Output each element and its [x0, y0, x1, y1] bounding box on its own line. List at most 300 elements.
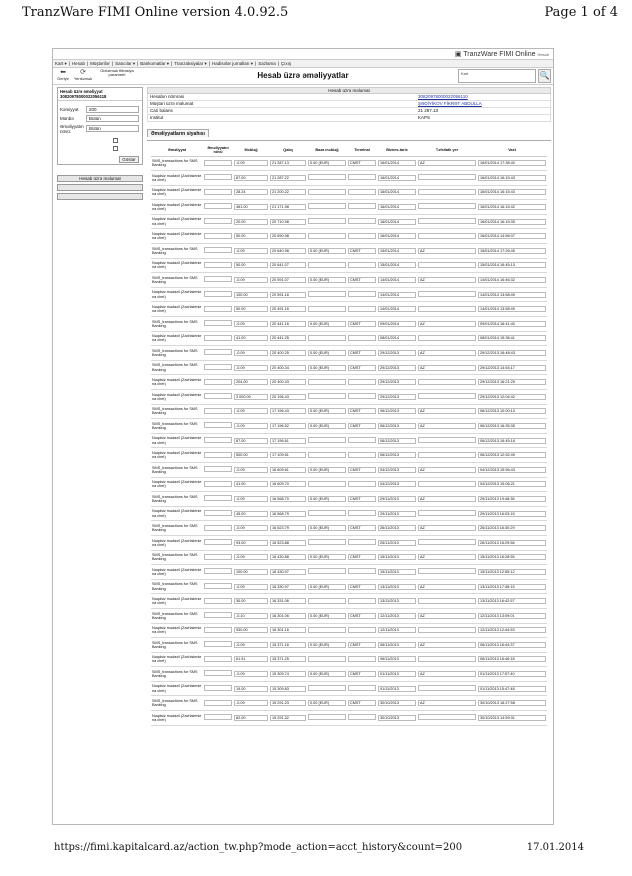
table-row — [151, 200, 547, 215]
table-cell — [377, 535, 417, 550]
cell-value: 30/10/2013 — [378, 700, 416, 706]
table-cell: Nəqdsiz mədaxil (Zachislenie na chet) — [151, 287, 203, 302]
table-cell — [307, 375, 347, 390]
table-cell — [417, 550, 477, 565]
cell-value — [308, 379, 346, 385]
table-cell — [477, 711, 547, 726]
cell-value: CMST — [348, 554, 376, 560]
table-cell — [307, 462, 347, 477]
cell-value: 16/01/2014 14:56:07 — [478, 233, 546, 239]
menu-item[interactable]: Sazlama — [258, 61, 276, 66]
table-cell — [477, 229, 547, 244]
menu-item[interactable]: Hadisələr jurnalları ▾ — [211, 61, 254, 66]
cell-value — [204, 714, 232, 720]
cell-value: 15 291.32 — [270, 715, 306, 721]
cell-value: AZ — [418, 496, 476, 502]
table-row — [151, 462, 547, 477]
table-cell — [347, 419, 377, 434]
filter-title-text: Hesab üzrə əməliyyat — [60, 89, 103, 94]
table-cell — [347, 171, 377, 186]
cell-value: 16 430.97 — [270, 569, 306, 575]
table-cell — [477, 156, 547, 171]
table-cell — [377, 579, 417, 594]
column-header[interactable]: Əməliyyat — [151, 145, 203, 156]
table-cell: Nəqdsiz mədaxil (Zachislenie na chet) — [151, 711, 203, 726]
table-cell — [347, 185, 377, 200]
cell-value — [418, 568, 476, 574]
table-cell — [203, 185, 233, 200]
print-page-number: Page 1 of 4 — [544, 5, 618, 20]
menu-item[interactable]: Çıxış — [280, 61, 292, 66]
info-value[interactable]: 30820978000022056110 — [418, 94, 468, 99]
column-header[interactable]: Vaxt — [477, 145, 547, 156]
cell-value — [308, 598, 346, 604]
table-cell — [269, 667, 307, 682]
table-cell — [377, 360, 417, 375]
cell-value — [204, 568, 232, 574]
cell-value: 14/01/2014 — [378, 277, 416, 283]
table-cell — [307, 579, 347, 594]
cell-value: AZ — [418, 467, 476, 473]
table-cell — [417, 360, 477, 375]
table-cell — [233, 214, 269, 229]
table-cell — [203, 200, 233, 215]
table-cell — [203, 331, 233, 346]
cell-value — [204, 276, 232, 282]
table-row — [151, 565, 547, 580]
column-header[interactable]: Əməliyyatın növü — [203, 145, 233, 156]
table-cell — [347, 462, 377, 477]
cell-value — [418, 656, 476, 662]
table-cell — [233, 404, 269, 419]
table-cell — [377, 346, 417, 361]
cell-value: 21 287.22 — [270, 175, 306, 181]
table-row — [151, 550, 547, 565]
cell-value: CMST — [348, 496, 376, 502]
table-cell — [307, 302, 347, 317]
cell-value: -0.09 — [234, 365, 268, 371]
cell-value — [204, 174, 232, 180]
table-cell — [269, 550, 307, 565]
cell-value — [418, 335, 476, 341]
search-button[interactable] — [538, 69, 551, 83]
table-cell — [233, 258, 269, 273]
count-input[interactable]: 200 — [86, 106, 139, 113]
table-cell: SMS_transactions for SMS Banking — [151, 608, 203, 623]
table-cell: SMS_transactions for SMS Banking — [151, 419, 203, 434]
table-cell — [347, 667, 377, 682]
table-cell — [203, 681, 233, 696]
cell-value — [348, 481, 376, 487]
cell-value: AZ — [418, 554, 476, 560]
account-info — [147, 94, 551, 122]
tab-operations-list[interactable]: Əməliyyatların siyahısı — [147, 129, 209, 137]
table-cell — [233, 711, 269, 726]
toggle-filter-button[interactable] — [96, 69, 138, 77]
table-row — [151, 681, 547, 696]
table-cell — [347, 638, 377, 653]
toolbar — [53, 68, 553, 85]
table-cell — [307, 171, 347, 186]
cell-value — [204, 306, 232, 312]
cell-value — [204, 247, 232, 253]
cell-value: 29/11/2013 16:03:15 — [478, 511, 546, 517]
cell-value — [418, 539, 476, 545]
show-button[interactable]: Göstər — [119, 156, 139, 163]
menu-separator: | — [137, 61, 139, 66]
back-button[interactable] — [56, 69, 70, 81]
table-cell — [307, 287, 347, 302]
table-row — [151, 302, 547, 317]
table-body — [151, 156, 547, 725]
table-cell — [477, 302, 547, 317]
table-cell — [417, 171, 477, 186]
table-cell: Nəqdsiz mədaxil (Zachislenie na chet) — [151, 681, 203, 696]
cell-value: 20 400.43 — [270, 379, 306, 385]
cell-value: CMST — [348, 248, 376, 254]
brand-bar — [53, 49, 553, 60]
table-cell: Nəqdsiz mədaxil (Zachislenie na chet) — [151, 652, 203, 667]
table-cell — [269, 346, 307, 361]
cell-value: 15/11/2013 — [378, 569, 416, 575]
menu-item[interactable]: Satıcılar ▾ — [115, 61, 136, 66]
table-row — [151, 652, 547, 667]
table-cell: Nəqdsiz mədaxil (Zachislenie na chet) — [151, 171, 203, 186]
column-header[interactable]: Biznes-tarix — [377, 145, 417, 156]
table-cell: SMS_transactions for SMS Banking — [151, 273, 203, 288]
cell-value: AZ — [418, 584, 476, 590]
cell-value: 01/11/2013 — [378, 686, 416, 692]
search-input[interactable]: Kart — [458, 69, 536, 83]
table-row — [151, 419, 547, 434]
table-cell — [417, 229, 477, 244]
cell-value: 41.00 — [234, 335, 268, 341]
cell-value: 26/11/2013 16:29:56 — [478, 540, 546, 546]
table-cell — [233, 492, 269, 507]
column-header[interactable]: Məbləğ — [233, 145, 269, 156]
table-cell — [377, 492, 417, 507]
table-cell — [233, 535, 269, 550]
table-cell — [233, 579, 269, 594]
refresh-button[interactable] — [72, 69, 94, 81]
table-cell — [417, 331, 477, 346]
account-info-button[interactable]: Hesab üzrə məlumat — [57, 175, 143, 182]
table-cell — [347, 360, 377, 375]
cell-value — [204, 364, 232, 370]
table-cell — [269, 302, 307, 317]
cell-value: 87.00 — [234, 175, 268, 181]
table-cell — [203, 390, 233, 405]
cell-value — [348, 335, 376, 341]
cell-value: 17 196.61 — [270, 438, 306, 444]
table-row — [151, 608, 547, 623]
option-checkbox-2[interactable] — [113, 146, 118, 151]
cell-value — [308, 262, 346, 268]
cell-value: 20 641.07 — [270, 262, 306, 268]
cell-value: AZ — [418, 248, 476, 254]
table-cell — [417, 273, 477, 288]
table-cell — [477, 506, 547, 521]
cell-value: 61.51 — [234, 656, 268, 662]
cell-value: 0.00 (EUR) — [308, 408, 346, 414]
cell-value: 14/01/2014 13:58:49 — [478, 292, 546, 298]
table-cell — [477, 433, 547, 448]
table-cell: SMS_transactions for SMS Banking — [151, 696, 203, 711]
cell-value: 0.00 (EUR) — [308, 248, 346, 254]
table-cell — [417, 477, 477, 492]
table-cell — [233, 375, 269, 390]
table-cell — [269, 681, 307, 696]
table-cell — [417, 390, 477, 405]
table-cell — [377, 171, 417, 186]
cell-value: 29/12/2013 — [378, 394, 416, 400]
menu-separator: | — [255, 61, 257, 66]
cell-value: -0.09 — [234, 525, 268, 531]
table-cell: Nəqdsiz mədaxil (Zachislenie na chet) — [151, 185, 203, 200]
table-row — [151, 346, 547, 361]
table-cell — [377, 375, 417, 390]
table-row — [151, 579, 547, 594]
cell-value: 0.00 (EUR) — [308, 613, 346, 619]
table-cell — [417, 667, 477, 682]
table-cell — [347, 273, 377, 288]
table-cell — [417, 433, 477, 448]
type-label: Əməliyyatın növü: — [60, 124, 84, 134]
cell-value: 16/01/2014 — [378, 204, 416, 210]
cell-value — [204, 422, 232, 428]
info-value[interactable]: ŞƏDİYİKOV FİKRƏT ABDULLA — [418, 101, 482, 106]
table-row — [151, 229, 547, 244]
cell-value: AZ — [418, 525, 476, 531]
table-cell — [377, 302, 417, 317]
table-cell — [233, 681, 269, 696]
table-cell — [233, 229, 269, 244]
cell-value: 04/12/2013 — [378, 481, 416, 487]
column-header[interactable]: Baza məbləğ — [307, 145, 347, 156]
cell-value: 17 196.52 — [270, 423, 306, 429]
table-cell — [307, 681, 347, 696]
table-cell — [477, 521, 547, 536]
table-cell — [477, 696, 547, 711]
cell-value — [204, 291, 232, 297]
table-cell — [307, 244, 347, 259]
cell-value: 21 171.98 — [270, 204, 306, 210]
cell-value — [204, 408, 232, 414]
menu-item[interactable]: Müştərilər — [90, 61, 110, 66]
table-row — [151, 156, 547, 171]
column-header[interactable]: Terminal — [347, 145, 377, 156]
cell-value: 16/01/2014 — [378, 175, 416, 181]
menu-item[interactable]: Tranzaksiyalar ▾ — [174, 61, 207, 66]
cell-value — [308, 203, 346, 209]
cell-value: 20 441.25 — [270, 335, 306, 341]
table-row — [151, 711, 547, 726]
cell-value: AZ — [418, 642, 476, 648]
cell-value: 09/01/2014 — [378, 321, 416, 327]
cell-value — [204, 656, 232, 662]
cell-value — [308, 539, 346, 545]
cell-value — [308, 452, 346, 458]
table-cell — [307, 214, 347, 229]
cell-value: 29/12/2013 — [378, 379, 416, 385]
menu-item[interactable]: Kart ▾ — [55, 61, 67, 66]
table-cell — [233, 244, 269, 259]
cell-value: AZ — [418, 700, 476, 706]
cell-value — [348, 627, 376, 633]
cell-value — [308, 568, 346, 574]
cell-value — [418, 379, 476, 385]
table-cell — [269, 419, 307, 434]
table-cell — [347, 346, 377, 361]
table-cell — [307, 273, 347, 288]
cell-value — [204, 218, 232, 224]
cell-value: 0.00 (EUR) — [308, 584, 346, 590]
table-cell — [477, 404, 547, 419]
cell-value: 15 309.83 — [270, 686, 306, 692]
table-cell — [269, 229, 307, 244]
table-cell — [233, 652, 269, 667]
table-cell — [417, 711, 477, 726]
cell-value: 04/12/2013 15:06:21 — [478, 481, 546, 487]
cell-value: -0.09 — [234, 584, 268, 590]
table-cell — [307, 404, 347, 419]
cell-value: 16 609.70 — [270, 481, 306, 487]
table-cell — [269, 521, 307, 536]
table-cell — [477, 594, 547, 609]
table-cell — [269, 375, 307, 390]
table-row — [151, 404, 547, 419]
table-cell — [347, 550, 377, 565]
table-cell — [233, 171, 269, 186]
table-cell — [377, 711, 417, 726]
cell-value — [308, 656, 346, 662]
table-cell — [377, 229, 417, 244]
cell-value: 204.00 — [234, 379, 268, 385]
table-cell — [377, 477, 417, 492]
cell-value: 06/11/2013 16:44:37 — [478, 642, 546, 648]
table-row — [151, 214, 547, 229]
cell-value: 29/12/2013 16:21:25 — [478, 379, 546, 385]
menu-item[interactable]: Hesab — [71, 61, 85, 66]
cell-value: 82.00 — [234, 715, 268, 721]
table-cell — [269, 448, 307, 463]
table-cell — [269, 258, 307, 273]
cell-value: 30/10/2013 14:59:31 — [478, 715, 546, 721]
menu-item[interactable]: Bankomatlar ▾ — [140, 61, 170, 66]
cell-value: 15/01/2014 — [378, 248, 416, 254]
table-cell — [269, 273, 307, 288]
cell-value — [308, 510, 346, 516]
table-cell: Nəqdsiz mədaxil (Zachislenie na chet) — [151, 258, 203, 273]
table-cell — [477, 200, 547, 215]
cell-value: 0.00 (EUR) — [308, 700, 346, 706]
cell-value: CMST — [348, 160, 376, 166]
table-cell: Nəqdsiz mədaxil (Zachislenie na chet) — [151, 535, 203, 550]
table-cell — [233, 477, 269, 492]
panel-button-3[interactable] — [57, 193, 143, 200]
cell-value: 15/11/2013 16:28:55 — [478, 554, 546, 560]
table-cell — [477, 244, 547, 259]
cell-value — [308, 627, 346, 633]
table-cell — [417, 156, 477, 171]
cell-value: 06/11/2013 16:46:18 — [478, 656, 546, 662]
cell-value — [418, 233, 476, 239]
table-cell — [233, 696, 269, 711]
table-cell — [377, 638, 417, 653]
table-cell — [347, 711, 377, 726]
table-cell — [417, 696, 477, 711]
cell-value: 15/11/2013 — [378, 554, 416, 560]
table-cell — [417, 638, 477, 653]
cell-value: -0.09 — [234, 350, 268, 356]
print-url: https://fimi.kapitalcard.az/action_tw.php?mode_action=acct_history&count=200 — [54, 842, 463, 853]
table-row — [151, 317, 547, 332]
table-cell — [203, 244, 233, 259]
cell-value: 29/12/2013 14:54:17 — [478, 365, 546, 371]
cell-value: -0.09 — [234, 700, 268, 706]
cell-value — [418, 685, 476, 691]
column-header[interactable]: Təfsilatlı yer — [417, 145, 477, 156]
table-cell — [417, 448, 477, 463]
info-key: Institut — [150, 115, 164, 120]
table-cell — [347, 506, 377, 521]
table-cell — [269, 462, 307, 477]
cell-value: -0.09 — [234, 671, 268, 677]
type-select[interactable]: Bütün — [86, 125, 139, 132]
cell-value — [348, 598, 376, 604]
table-cell — [377, 550, 417, 565]
cell-value: 08/01/2014 — [378, 335, 416, 341]
table-cell — [203, 214, 233, 229]
table-cell — [269, 579, 307, 594]
cell-value: 20 710.98 — [270, 219, 306, 225]
cell-value: CMST — [348, 525, 376, 531]
table-cell — [307, 696, 347, 711]
table-cell — [417, 535, 477, 550]
cell-value — [348, 262, 376, 268]
option-checkbox-1[interactable] — [113, 138, 118, 143]
cell-value — [418, 437, 476, 443]
cell-value: 12/11/2013 13:09:01 — [478, 613, 546, 619]
table-cell: SMS_transactions for SMS Banking — [151, 667, 203, 682]
table-cell — [203, 696, 233, 711]
table-row — [151, 433, 547, 448]
cell-value — [418, 598, 476, 604]
toggle-filter-label: Gizlətmək filtrasiya parametri — [100, 68, 134, 77]
table-cell — [203, 608, 233, 623]
cell-value — [308, 218, 346, 224]
table-cell — [347, 229, 377, 244]
source-select[interactable]: Bütün — [86, 115, 139, 122]
account-info-row — [147, 108, 551, 115]
table-cell — [269, 171, 307, 186]
table-cell — [203, 360, 233, 375]
table-cell — [477, 638, 547, 653]
table-cell — [233, 287, 269, 302]
cell-value: 15/01/2014 — [378, 262, 416, 268]
table-cell — [377, 433, 417, 448]
table-cell — [377, 565, 417, 580]
cell-value: 19.00 — [234, 686, 268, 692]
table-cell — [233, 419, 269, 434]
table-cell — [269, 477, 307, 492]
cell-value: 0.00 (EUR) — [308, 277, 346, 283]
panel-button-2[interactable] — [57, 184, 143, 191]
page-title: Hesab üzrə əməliyyatlar — [257, 71, 349, 80]
account-info-row — [147, 94, 551, 101]
column-header[interactable]: Qalıq — [269, 145, 307, 156]
search-icon: 🔍 — [539, 71, 550, 80]
